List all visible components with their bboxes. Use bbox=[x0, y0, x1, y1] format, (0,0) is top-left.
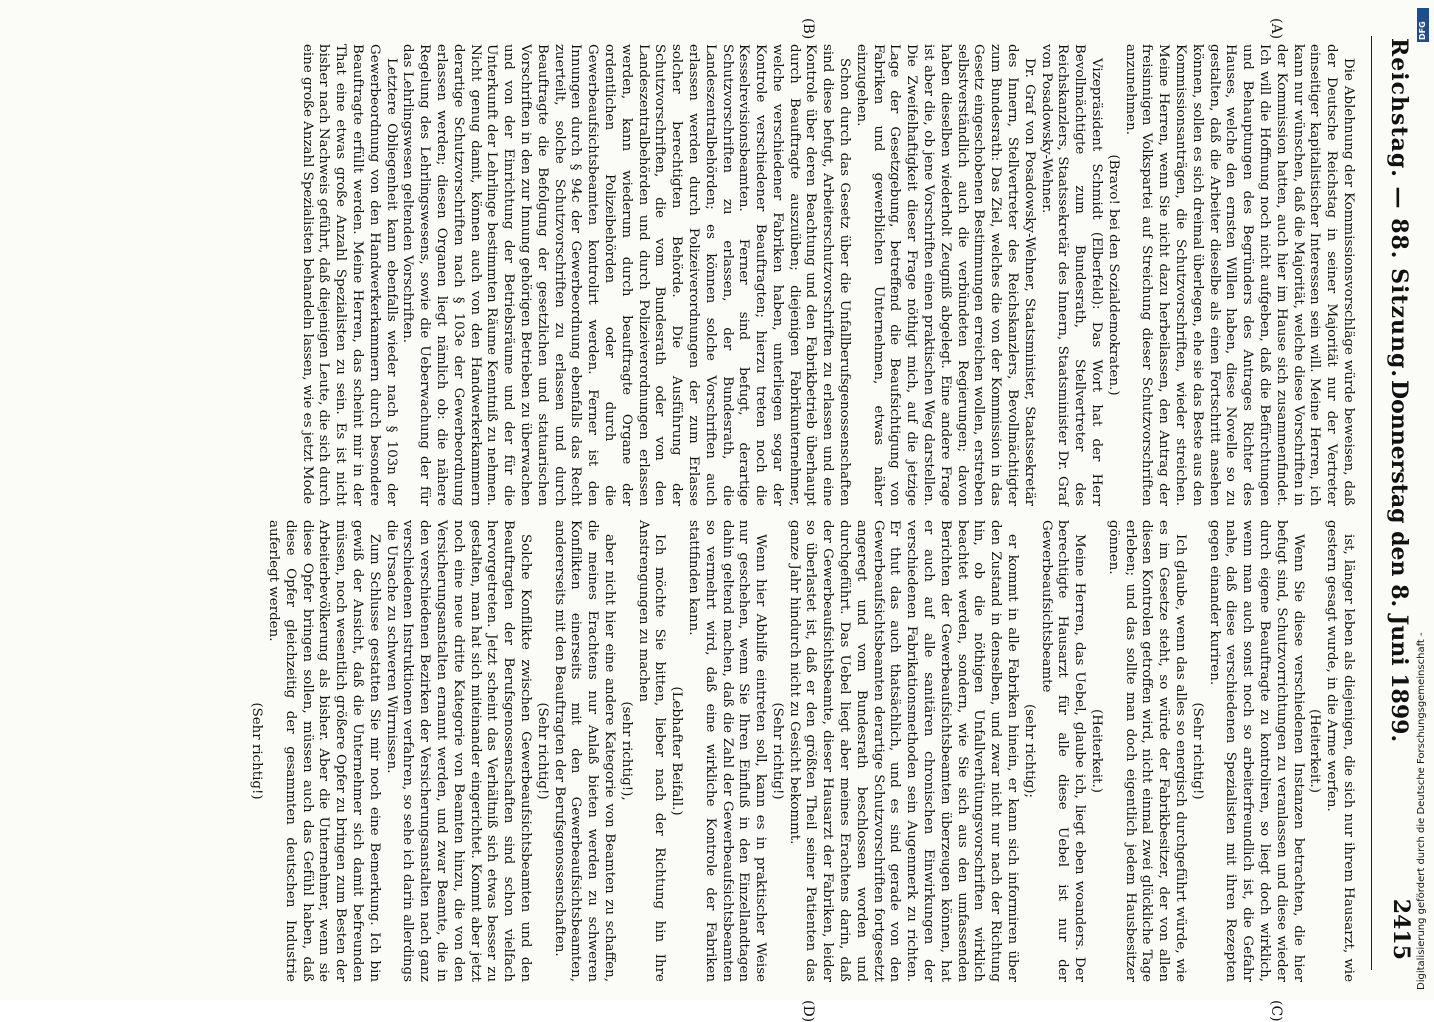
paragraph: Wenn hier Abhilfe eintreten soll, kann es in praktischer Weise nur geschehen, wenn Sie Ihren Einfluß in den Einzellandtagen dahin geltend machen, daß die Zahl der Gewerbeaufsichtsbeamten so vermehrt wird, daß eine wirkliche Kontrole der Fabriken stattfinden kann. bbox=[685, 520, 769, 982]
interjection: (Sehr richtig!) bbox=[534, 702, 550, 800]
digitization-note bbox=[1416, 10, 1430, 990]
header-rule bbox=[1371, 36, 1372, 970]
interjection: (sehr richtig!), bbox=[618, 701, 634, 801]
paragraph: Solche Konflikte zwischen Gewerbeaufsichtsbeamten und den Beauftragten der Berufsgenossenschaften sind schon vielfach hervorgetreten. Jetzt scheint das Verhältniß sich etwas besser zu gestalten, man hat sich miteinander eingerichtet. Kommt aber jetzt noch eine neue dritte Kategorie von Beamten hinzu, die von den Versicherungsanstalten ernannt werden, und zwar Beamte, die in den verschiedenen Bezirken der Versicherungsanstalten nach ganz verschiedenen Instruktionen verfahren, so sehe ich darin allerdings die Ursache zu schweren Wirrnissen. bbox=[383, 520, 533, 982]
paragraph: Meine Herren, das Uebel, glaube ich, liegt eben woanders. Der berechtigte Hausarzt für alle diese Uebel ist nur der Gewerbeaufsichtsbeamte bbox=[1038, 520, 1088, 982]
margin-mark-c: (C) bbox=[1268, 1000, 1284, 1022]
margin-mark-b: (B) bbox=[800, 18, 816, 40]
paragraph: Schon durch das Gesetz über die Unfallberufsgenossenschaften sind diese befugt, Arbeiterschutzvorschriften zu erlassen und eine Kontrole über deren Beachtung und den Fabrikbetrieb überhaupt durch Beauftragte auszuüben; diejenigen Fabrikunternehmer, welche verschiedener Fabriken haben, unterliegen sogar der Kontrole verschiedener Beauftragten; hierzu treten noch die Kesselrevisionsbeamten. Ferner sind befugt, derartige Schutzvorschriften zu erlassen, der Bundesrath, die Landeszentralbehörden; es können solche Vorschriften auch erlassen werden durch Polizeiverordnungen der zum Erlasse solcher berechtigten Behörde. Die Ausführung der Schutzvorschriften, die vom Bundesrath oder von den Landeszentralbehörden und durch Polizeiverordnungen erlassen werden, kann wiederum durch beauftragte Organe der ordentlichen Polizeibehörden oder durch die Gewerbeaufsichtsbeamten kontrolirt werden. Ferner ist den Innungen durch § 94c der Gewerbeordnung ebenfalls das Recht zuerteilt, solche Schutzvorschriften zu erlassen und durch Beauftragte die Befolgung der gesetzlichen und statuarischen Vorschriften in den zur Innung gehörigen Betrieben zu überwachen und von der Einrichtung der Betriebsräume und der für die Unterkunft der Lehrlinge bestimmten Räume Kenntniß zu nehmen. Nicht genug damit, können auch von den Handwerkerkammern derartige Schutzvorschriften nach § 103e der Gewerbeordnung erlassen werden; diesen Organen liegt nämlich ob: die nähere Regelung des Lehrlingswesens, sowie die Ueberwachung der für das Lehrlingswesen geltenden Vorschriften. bbox=[400, 44, 853, 506]
interjection: (Sehr richtig!) bbox=[1189, 702, 1205, 800]
interjection: (Lebhafter Beifall.) bbox=[669, 686, 685, 816]
paragraph: Letztere Obliegenheit kann ebenfalls wieder nach § 103n der Gewerbeordnung von den Handwerkerkammern durch besondere Beauftragte erfüllt werden. Meine Herren, das scheint mir in der That eine etwas große Anzahl Spezialisten zu sein. Es ist nicht bisher nach Nachweis geführt, daß diejenigen Leute, die sich durch eine große Anzahl Spezialisten behandeln lassen, wie es jetzt Mode bbox=[299, 44, 399, 506]
paragraph: Wenn Sie diese verschiedenen Instanzen betrachten, die hier befugt sind, Schutzvorrichtungen zu veranlassen und diese wieder durch eigene Beauftragte zu kontroliren, so liegt doch wirklich, wenn man auch sonst noch so arbeiterfreundlich ist, die Gefahr nahe, daß diese verschiedenen Spezialisten mit ihren Rezepten gegen einander kuriren. bbox=[1206, 520, 1306, 982]
paragraph: Vizepräsident Schmidt (Elberfeld): Das Wort hat der Herr Bevollmächtigte zum Bundesrath, Stellvertreter des Reichskanzlers, Staatssekretär des Innern, Staatsminister Dr. Graf von Posadowsky-Wehner. bbox=[1038, 44, 1105, 506]
paragraph: Ich glaube, wenn das alles so energisch durchgeführt würde, wie es im Gesetze steht, so würde der Fabrikbesitzer, der von allen diesen Kontrolen getroffen wird, nicht einmal zwei glückliche Tage erleben; und das sollte man doch eigentlich jedem Hausbesitzer gönnen. bbox=[1105, 520, 1189, 982]
paragraph: ist, länger leben als diejenigen, die sich nur ihrem Hausarzt, wie gestern gesagt wurde, in die Arme werfen. bbox=[1324, 520, 1356, 982]
dfg-logo: DFG bbox=[1417, 8, 1429, 42]
text-column-right bbox=[247, 520, 1356, 982]
interjection: (Sehr richtig!) bbox=[769, 702, 785, 800]
digitization-note-text: Digitalisierung gefördert durch die Deutsche Forschungsgemeinschaft - bbox=[1416, 632, 1427, 990]
margin-mark-a: (A) bbox=[1268, 18, 1284, 40]
interjection: (Heiterkeit.) bbox=[1089, 709, 1105, 793]
header-session: Reichstag. — 88. Sitzung. bbox=[1386, 38, 1412, 379]
interjection: (sehr richtig); bbox=[1021, 703, 1037, 799]
paragraph: Dr. Graf von Posadowsky-Wehner, Staatsminister, Staatssekretär des Innern, Stellvertreter des Reichskanzlers, Bevollmächtigter zum Bundesrath: Das Ziel, welches die von der Kommission in das Gesetz eingeschobenen Bestimmungen erreichen wollen, erstreben selbstverständlich auch die verbündeten Regierungen; davon haben dieselben wiederholt Zeugniß abgelegt. Eine andere Frage ist aber die, ob jene Vorschriften einen praktischen Weg darstellen. Die Zweifelhaftigkeit dieser Frage nöthigt mich, auf die jetzige Lage der Gesetzgebung, betreffend die Beaufsichtigung von Fabriken und gewerblichen Unternehmen, etwas näher einzugehen. bbox=[853, 44, 1037, 506]
page-number: 2415 bbox=[1388, 898, 1414, 960]
paragraph: Zum Schlusse gestatten Sie mir noch eine Bemerkung. Ich bin gewiß der Ansicht, daß die Unternehmer sich damit befreunden müssen, noch wesentlich größere Opfer zu bringen zum Besten der Arbeiterbevölkerung als bisher. Aber die Unternehmer, wenn sie diese Opfer bringen sollen, müssen auch das Gefühl haben, daß diese Opfer gleichzeitig der gesammten deutschen Industrie auferlegt werden. bbox=[266, 520, 382, 982]
interjection: (Bravo! bei den Sozialdemokraten.) bbox=[1105, 154, 1121, 396]
text-column-left bbox=[298, 44, 1356, 506]
interjection: (Sehr richtig!) bbox=[249, 702, 265, 800]
paragraph: Ich möchte Sie bitten, lieber nach der Richtung hin Ihre Anstrengungen zu machen bbox=[635, 520, 668, 982]
paragraph: er kommt in alle Fabriken hinein, er kann sich informiren über den Zustand in denselben, und zwar nicht nur nach der Richtung hin, ob die nöthigen Unfallverhütungsvorschriften wirklich beachtet werden, sondern, wie Sie sich aus den umfassenden Berichten der Gewerbeaufsichtsbeamten überzeugen können, hat er auch auf alle sanitären chronischen Einwirkungen der verschiedenen Fabrikationsmethoden sein Augenmerk zu richten. Er thut das auch thatsächlich, und es sind gerade von den Gewerbeaufsichtsbeamten derartige Schutzvorschriften fortgesetzt angeregt und vom Bundesrath beschlossen worden und durchgeführt. Das Uebel liegt aber meines Erachtens darin, daß der Gewerbeaufsichtsbeamte, dieser Hausarzt der Fabriken, leider so überlastet ist, daß er den größten Theil seiner Patienten das ganze Jahr hindurch nicht zu Gesicht bekommt. bbox=[786, 520, 1021, 982]
interjection: (Heiterkeit.) bbox=[1307, 709, 1323, 793]
paragraph: aber nicht hier eine andere Kategorie von Beamten zu schaffen, die meines Erachtens nur Anlaß bieten werden zu schweren Konflikten einerseits mit den Gewerbeaufsichtsbeamten, andererseits mit den Beauftragten der Berufsgenossenschaften. bbox=[551, 520, 617, 982]
header-date: Donnerstag den 8. Juni 1899. bbox=[1386, 380, 1412, 743]
paragraph: Die Ablehnung der Kommissionsvorschläge würde beweisen, daß der Deutsche Reichstag in seiner Majorität nur der Vertreter einseitiger kapitalistischer Interessen sein will. Meine Herren, ich kann nur wünschen, daß die Majorität, welche diese Vorschriften in der Kommission hatten, auch hier im Hause sich zusammenfindet. Ich will die Hoffnung noch nicht aufgeben, daß die Befürchtungen und Behauptungen des Begründers des Antrages Richter des Hauses, welche den ernsten Willen haben, diese Novelle so zu gestalten, daß die Arbeiter dieselbe als einen Fortschritt ansehen können, sollen es sich dreimal überlegen, ehe sie das Beste aus den Kommissionsanträgen, die Schutzvorschriften, wieder streichen. Meine Herren, wenn Sie nicht dazu herbeilassen, den Antrag der freisinnigen Volkspartei auf Streichung dieser Schutzvorschriften anzunehmen. bbox=[1122, 44, 1356, 506]
margin-mark-d: (D) bbox=[800, 1000, 816, 1022]
